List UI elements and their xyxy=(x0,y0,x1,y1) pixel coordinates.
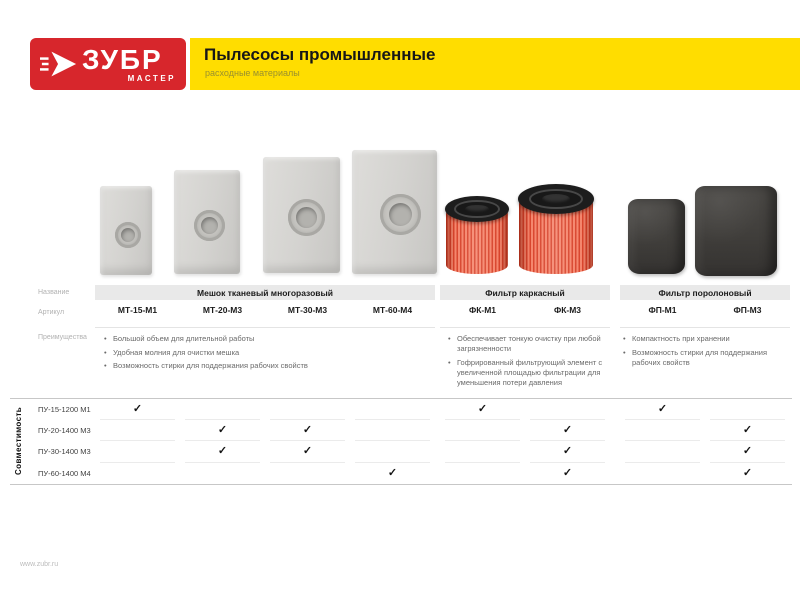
brand-subname: МАСТЕР xyxy=(127,74,176,83)
article-code: МТ-15-М1 xyxy=(117,305,158,315)
benefit-item: • Гофрированный фильтрующий элемент с увеличенной площадью фильтрации для уменьшения потери давления xyxy=(447,358,609,388)
compat-check-cell xyxy=(440,463,525,484)
compat-check-cell: ✓ xyxy=(265,441,350,462)
compat-check-cell xyxy=(265,399,350,420)
compat-check-cell xyxy=(350,441,435,462)
compat-check-cell xyxy=(265,463,350,484)
bag-inlet-collar xyxy=(288,199,325,236)
compat-check-cell: ✓ xyxy=(705,441,790,462)
column-gap xyxy=(610,420,620,441)
separator xyxy=(440,327,610,328)
matrix-bottom-rule xyxy=(10,484,792,485)
compat-check-cell: ✓ xyxy=(562,466,573,479)
rail-label-article: Артикул xyxy=(38,309,65,316)
compatibility-matrix xyxy=(38,399,790,484)
compat-check-cell xyxy=(620,441,705,462)
column-gap xyxy=(610,399,620,420)
vacuum-model-label: ПУ-20-1400 М3 xyxy=(38,426,91,436)
separator xyxy=(620,327,790,328)
compat-check-cell xyxy=(95,441,180,462)
group-name-row xyxy=(95,285,790,300)
title-banner xyxy=(190,38,800,90)
compat-check-cell xyxy=(525,399,610,420)
compat-check-cell: ✓ xyxy=(705,420,790,441)
column-gap xyxy=(610,305,620,315)
compat-check-cell xyxy=(95,420,180,441)
product-image-foam-filter-fp-m1 xyxy=(628,199,685,274)
compat-check-cell xyxy=(95,463,180,484)
benefit-item: • Обеспечивает тонкую очистку при любой загрязненности xyxy=(447,334,609,354)
zubr-arrow-icon xyxy=(40,49,78,79)
product-image-bag-mt-15 xyxy=(100,186,152,275)
benefit-item: • Возможность стирки для поддержания рабочих свойств xyxy=(103,361,425,371)
bag-inlet-collar xyxy=(194,210,225,241)
benefit-item: • Компактность при хранении xyxy=(622,334,790,344)
compat-check-cell xyxy=(620,463,705,484)
product-image-bag-mt-60 xyxy=(352,150,437,274)
compat-check-cell: ✓ xyxy=(620,399,705,420)
brand-name: ЗУБР xyxy=(82,44,163,75)
article-code: МТ-30-М3 xyxy=(287,305,328,315)
compat-check-cell: ✓ xyxy=(180,441,265,462)
compat-check-cell: ✓ xyxy=(180,420,265,441)
article-code: ФК-М3 xyxy=(553,305,582,315)
rail-label-name: Название xyxy=(38,289,70,296)
group-name-bags: Мешок тканевый многоразовый xyxy=(95,285,435,300)
group-name-foam: Фильтр поролоновый xyxy=(620,285,790,300)
filter-cap xyxy=(518,184,595,214)
vacuum-model-label: ПУ-30-1400 М3 xyxy=(38,447,91,457)
rail-label-benefits: Преимущества xyxy=(38,334,87,341)
compat-check-cell xyxy=(350,420,435,441)
separator-row xyxy=(95,327,790,328)
compat-row xyxy=(38,463,790,484)
filter-cap xyxy=(445,196,509,222)
column-gap xyxy=(610,327,620,328)
benefit-item: • Возможность стирки для поддержания рабочих свойств xyxy=(622,348,790,368)
article-code: ФП-М3 xyxy=(733,305,762,315)
compat-check-cell xyxy=(350,399,435,420)
product-image-bag-mt-20 xyxy=(174,170,240,274)
article-code: МТ-20-М3 xyxy=(202,305,243,315)
article-row xyxy=(95,305,790,315)
website-url: www.zubr.ru xyxy=(20,561,59,568)
compat-check-cell xyxy=(620,420,705,441)
compat-check-cell xyxy=(440,420,525,441)
compat-row xyxy=(38,420,790,441)
bag-inlet-collar xyxy=(115,222,141,248)
page-subtitle: расходные материалы xyxy=(205,68,300,78)
compat-check-cell: ✓ xyxy=(265,420,350,441)
separator xyxy=(95,327,435,328)
compat-check-cell: ✓ xyxy=(387,466,398,479)
compat-check-cell: ✓ xyxy=(742,466,753,479)
compat-check-cell: ✓ xyxy=(95,399,180,420)
zubr-logo xyxy=(30,38,186,90)
compat-check-cell xyxy=(440,441,525,462)
column-gap xyxy=(610,463,620,484)
page-title: Пылесосы промышленные xyxy=(204,45,436,64)
compat-check-cell xyxy=(705,399,790,420)
product-image-cartridge-filter-fk-m1 xyxy=(446,196,508,274)
compat-check-cell xyxy=(180,463,265,484)
compat-check-cell: ✓ xyxy=(525,441,610,462)
column-gap xyxy=(610,285,620,300)
article-code: МТ-60-М4 xyxy=(372,305,413,315)
compat-check-cell xyxy=(180,399,265,420)
article-code: ФП-М1 xyxy=(648,305,677,315)
compat-check-cell: ✓ xyxy=(525,420,610,441)
benefits-list-cartridge xyxy=(447,334,609,391)
benefits-list-bags xyxy=(103,334,425,375)
vacuum-model-label: ПУ-60-1400 М4 xyxy=(38,468,91,478)
product-image-foam-filter-fp-m3 xyxy=(695,186,777,276)
compat-check-cell: ✓ xyxy=(440,399,525,420)
vacuum-model-label: ПУ-15-1200 М1 xyxy=(38,405,91,414)
benefit-item: • Удобная молния для очистки мешка xyxy=(103,348,425,358)
benefits-list-foam xyxy=(622,334,790,371)
product-image-cartridge-filter-fk-m3 xyxy=(519,184,593,274)
bag-inlet-collar xyxy=(380,194,421,235)
benefit-item: • Большой объем для длительной работы xyxy=(103,334,425,344)
compat-row xyxy=(38,441,790,462)
product-image-bag-mt-30 xyxy=(263,157,340,273)
compat-row xyxy=(38,399,790,420)
column-gap xyxy=(610,441,620,462)
group-name-cartridge: Фильтр каркасный xyxy=(440,285,610,300)
article-code: ФК-М1 xyxy=(468,305,497,315)
rail-label-compatibility: Совместимость xyxy=(14,406,23,476)
